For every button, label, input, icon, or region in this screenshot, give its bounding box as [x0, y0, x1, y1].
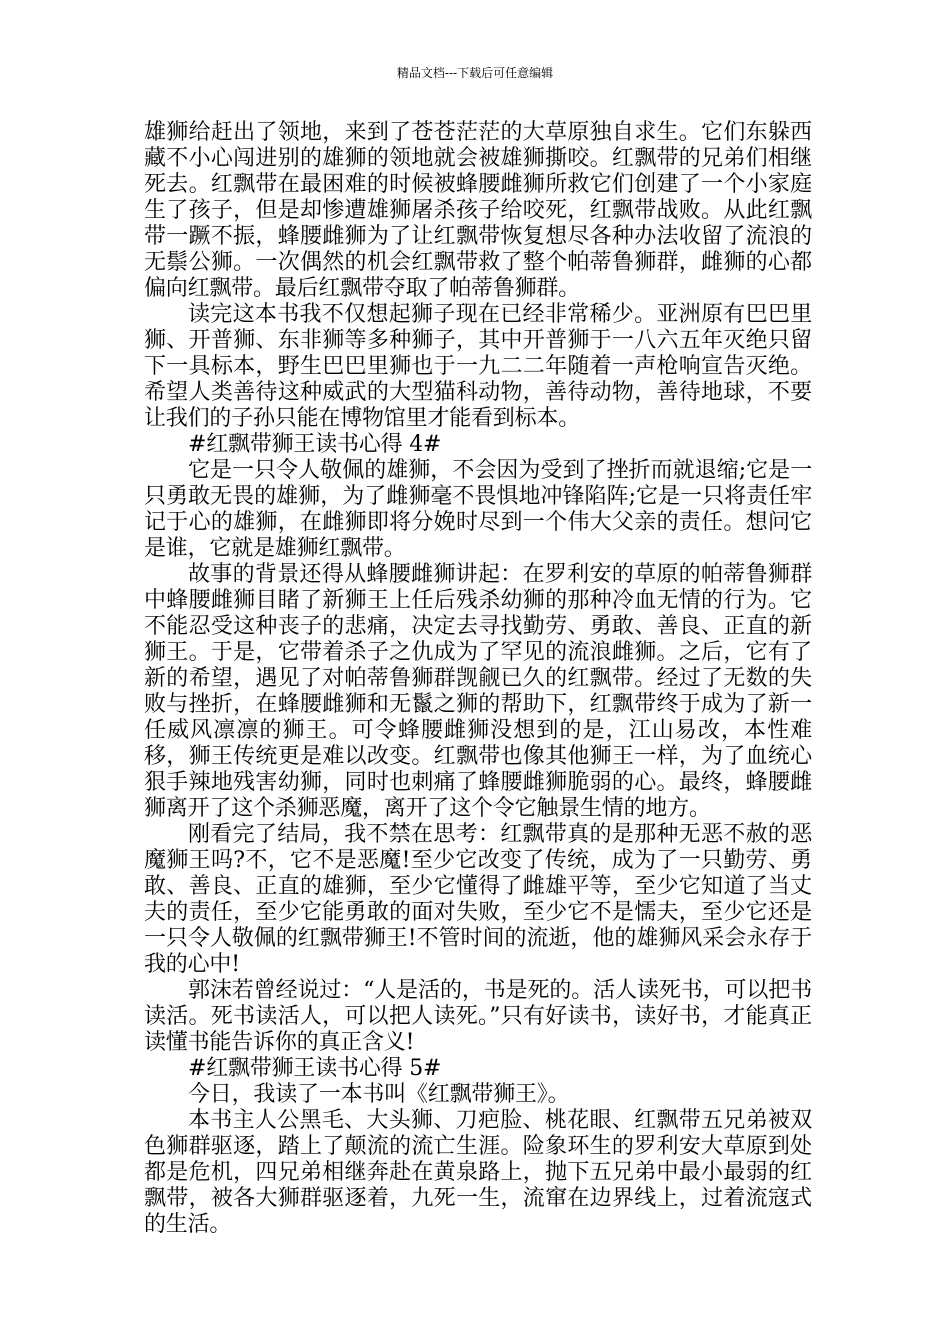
paragraph: 它是一只令人敬佩的雄狮，不会因为受到了挫折而就退缩;它是一只勇敢无畏的雄狮，为了雌狮毫不畏惧地冲锋陷阵;它是一只将责任牢记于心的雄狮，在雌狮即将分娩时尽到一个伟大父亲的责任。想问它是谁，它就是雄狮红飘带。	[144, 458, 812, 561]
paragraph: 今日，我读了一本书叫《红飘带狮王》。	[188, 1082, 570, 1107]
paragraph: 郭沫若曾经说过：“人是活的，书是死的。活人读死书，可以把书读活。死书读活人，可以把人读死。”只有好读书，读好书，才能真正读懂书能告诉你的真正含义!	[144, 978, 812, 1055]
section-heading: #红飘带狮王读书心得 4#	[188, 432, 442, 457]
document-body	[144, 120, 812, 1238]
paragraph: 故事的背景还得从蜂腰雌狮讲起：在罗利安的草原的帕蒂鲁狮群中蜂腰雌狮目睹了新狮王上任后残杀幼狮的那种冷血无情的行为。它不能忍受这种丧子的悲痛，决定去寻找勤劳、勇敢、善良、正直的新狮王。于是，它带着杀子之仇成为了罕见的流浪雌狮。之后，它有了新的希望，遇见了对帕蒂鲁狮群觊觎已久的红飘带。经过了无数的失败与挫折，在蜂腰雌狮和无鬣之狮的帮助下，红飘带终于成为了新一任威风凛凛的狮王。可令蜂腰雌狮没想到的是，江山易改，本性难移，狮王传统更是难以改变。红飘带也像其他狮王一样，为了血统心狠手辣地残害幼狮，同时也刺痛了蜂腰雌狮脆弱的心。最终，蜂腰雌狮离开了这个杀狮恶魔，离开了这个令它触景生情的地方。	[144, 562, 812, 821]
page-header: 精品文档---下载后可任意编辑	[396, 66, 554, 80]
paragraph: 读完这本书我不仅想起狮子现在已经非常稀少。亚洲原有巴巴里狮、开普狮、东非狮等多种狮子，其中开普狮于一八六五年灭绝只留下一具标本，野生巴巴里狮也于一九二二年随着一声枪响宣告灭绝。希望人类善待这种威武的大型猫科动物，善待动物，善待地球，不要让我们的子孙只能在博物馆里才能看到标本。	[144, 302, 812, 431]
paragraph: 刚看完了结局，我不禁在思考：红飘带真的是那种无恶不赦的恶魔狮王吗?不，它不是恶魔!至少它改变了传统，成为了一只勤劳、勇敢、善良、正直的雄狮，至少它懂得了雌雄平等，至少它知道了当丈夫的责任，至少它能勇敢的面对失败，至少它不是懦夫，至少它还是一只令人敬佩的红飘带狮王!不管时间的流逝，他的雄狮风采会永存于我的心中!	[144, 822, 812, 977]
paragraph: 本书主人公黑毛、大头狮、刀疤脸、桃花眼、红飘带五兄弟被双色狮群驱逐，踏上了颠流的流亡生涯。险象环生的罗利安大草原到处都是危机，四兄弟相继奔赴在黄泉路上，抛下五兄弟中最小最弱的红飘带，被各大狮群驱逐着，九死一生，流窜在边界线上，过着流寇式的生活。	[144, 1108, 812, 1237]
paragraph: 雄狮给赶出了领地，来到了苍苍茫茫的大草原独自求生。它们东躲西藏不小心闯进别的雄狮的领地就会被雄狮撕咬。红飘带的兄弟们相继死去。红飘带在最困难的时候被蜂腰雌狮所救它们创建了一个小家庭生了孩子，但是却惨遭雄狮屠杀孩子给咬死，红飘带战败。从此红飘带一蹶不振，蜂腰雌狮为了让红飘带恢复想尽各种办法收留了流浪的无鬃公狮。一次偶然的机会红飘带救了整个帕蒂鲁狮群，雌狮的心都偏向红飘带。最后红飘带夺取了帕蒂鲁狮群。	[144, 120, 812, 301]
section-heading: #红飘带狮王读书心得 5#	[188, 1056, 442, 1081]
